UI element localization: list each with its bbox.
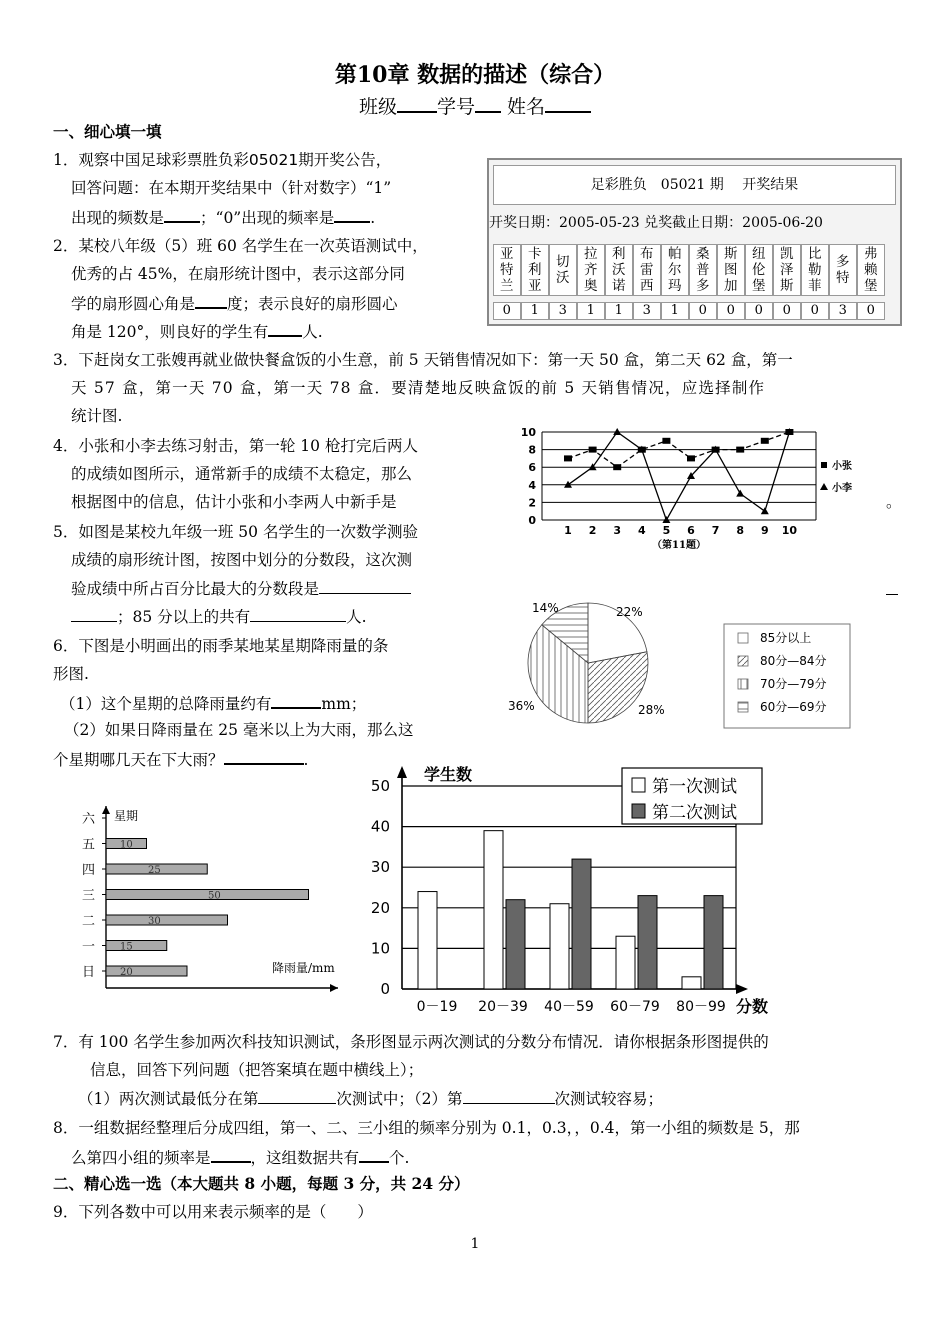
- y-axis-label: 学生数: [424, 765, 473, 784]
- q1-text-c: 出现的频数是: [71, 209, 165, 227]
- y-tick-label: 6: [528, 461, 536, 475]
- q2-text-b: 度；表示良好的扇形圆心: [227, 295, 398, 313]
- lottery-value-cell: 0: [745, 302, 773, 320]
- lottery-value-cell: 0: [801, 302, 829, 320]
- rain-bar-label: 30: [148, 916, 161, 927]
- x-tick-label: 8: [736, 524, 745, 537]
- lottery-value-cell: 0: [493, 302, 521, 320]
- lottery-value-cell: 0: [773, 302, 801, 320]
- y-tick-label: 2: [528, 496, 536, 510]
- rain-bar-label: 20: [120, 967, 133, 978]
- y-tick-label: 0: [380, 980, 390, 998]
- q8-line1: 8．一组数据经整理后分成四组，第一、二、三小组的频率分别为 0.1，0.3，，0.4，第一小组的频数是 5，那: [53, 1119, 800, 1137]
- lottery-team-cell: 拉齐奥: [577, 244, 605, 296]
- margin-dash: [886, 594, 898, 595]
- category-label: 四: [82, 863, 96, 878]
- q7-line3: [78, 1087, 663, 1110]
- q1-line2: 回答问题：在本期开奖结果中（针对数字）“1”: [71, 179, 392, 197]
- pie-slice-label: 36%: [508, 699, 535, 713]
- y-tick-label: 50: [370, 777, 390, 795]
- lottery-team-cell: 切沃: [549, 244, 577, 296]
- q5-line2: 成绩的扇形统计图，按图中划分的分数段，这次测: [71, 551, 413, 569]
- lottery-team-cell: 布雷西: [633, 244, 661, 296]
- x-tick-label: 4: [637, 524, 646, 537]
- q8-text-b: ，这组数据共有: [250, 1149, 360, 1167]
- legend-triangle-icon: [820, 483, 828, 490]
- q7-text-a: （1）两次测试最低分在第: [78, 1090, 259, 1108]
- q8-text-c: 个.: [389, 1149, 410, 1167]
- q2-text-a: 学的扇形圆心角是: [71, 295, 196, 313]
- legend-label: 第一次测试: [652, 777, 737, 797]
- x-tick-label: 80－99: [676, 999, 726, 1015]
- lottery-team-cell: 利沃诺: [605, 244, 633, 296]
- category-label: 二: [82, 914, 96, 929]
- y-tick-label: 20: [370, 898, 390, 917]
- q6-text-a: （1）这个星期的总降雨量约有: [60, 695, 272, 713]
- q6-text-d: .: [303, 751, 309, 769]
- q8-text-a: 么第四小组的频率是: [71, 1149, 211, 1167]
- x-axis-arrow-icon: [736, 984, 748, 994]
- rain-bar-label: 50: [208, 890, 221, 902]
- q7-blank-2[interactable]: [463, 1087, 555, 1104]
- data-point-square: [564, 455, 572, 461]
- rain-bar: [106, 966, 187, 976]
- y-tick-label: 40: [370, 817, 390, 836]
- score-bar-series-1: [418, 892, 437, 989]
- q5-line4: [71, 605, 367, 628]
- legend-swatch: [632, 804, 645, 818]
- q1-text-e: .: [370, 209, 376, 227]
- y-tick-label: 0: [528, 514, 536, 527]
- lottery-team-cell: 帕尔玛: [661, 244, 689, 296]
- data-point-triangle: [761, 507, 769, 514]
- legend-swatch-diagonal: [738, 656, 748, 666]
- y-tick-label: 8: [528, 443, 536, 457]
- score-bar-series-2: [704, 896, 723, 989]
- category-label: 日: [82, 965, 96, 980]
- y-tick-label: 10: [370, 939, 390, 958]
- x-tick-label: 10: [781, 524, 798, 537]
- rain-bar-label: 15: [120, 941, 133, 953]
- q1-text-a: 1．观察中国足球彩票胜负彩: [53, 151, 249, 169]
- y-tick-label: 4: [528, 478, 536, 492]
- lottery-value-cell: 3: [829, 302, 857, 320]
- rain-bar-label: 10: [120, 839, 133, 851]
- score-bar-series-1: [550, 904, 569, 989]
- q9-line: 9．下列各数中可以用来表示频率的是（ ）: [53, 1203, 373, 1221]
- q2-blank-2[interactable]: [268, 319, 302, 337]
- legend-label: 60分—69分: [760, 700, 827, 714]
- lottery-team-cell: 桑普多: [689, 244, 717, 296]
- x-tick-label: 40－59: [544, 999, 594, 1015]
- x-tick-label: 7: [711, 524, 720, 537]
- pie-slice-label: 28%: [638, 703, 665, 717]
- q3-line2: 天 57 盒，第一天 70 盒，第一天 78 盒．要清楚地反映盒饭的前 5 天销售情况，应选择制作: [71, 379, 766, 397]
- student-info-line: [0, 92, 950, 119]
- data-point-triangle: [564, 481, 572, 488]
- rainfall-bar-chart: [72, 800, 344, 1000]
- q4-line1: 4．小张和小李去练习射击，第一轮 10 枪打完后两人: [53, 437, 418, 455]
- x-axis-label: 降雨量/mm: [272, 961, 335, 975]
- legend-swatch-horizontal: [738, 702, 748, 712]
- data-point-square: [589, 447, 597, 453]
- q6-line3: [60, 691, 366, 715]
- legend-label: 80分—84分: [760, 654, 827, 668]
- q5-text-a: 验成绩中所占百分比最大的分数段是: [71, 580, 320, 598]
- q1-blank-1[interactable]: [164, 205, 200, 223]
- x-tick-label: 2: [588, 524, 597, 537]
- lottery-value-cell: 3: [633, 302, 661, 320]
- legend-swatch-vertical: [738, 679, 748, 689]
- q8-blank-1[interactable]: [211, 1145, 251, 1163]
- q4-line2: 的成绩如图所示，通常新手的成绩不太稳定，那么: [71, 465, 413, 483]
- name-blank[interactable]: [545, 95, 591, 113]
- q2-line4: [71, 319, 323, 343]
- legend-label: 第二次测试: [652, 803, 737, 823]
- legend-label: 小张: [832, 461, 852, 472]
- science-test-bar-chart: [360, 762, 800, 1022]
- q1-text-b: 期开奖公告，: [298, 151, 392, 169]
- data-point-square: [613, 464, 621, 470]
- lottery-team-cell: 多特: [829, 244, 857, 296]
- q2-text-c: 角是 120°，则良好的学生有: [71, 323, 269, 341]
- data-point-square: [736, 447, 744, 453]
- rain-bar: [106, 941, 167, 951]
- x-axis-label: 分数: [736, 997, 769, 1016]
- q5-blank-2[interactable]: [250, 605, 346, 622]
- rain-bar: [106, 915, 228, 925]
- category-label: 五: [82, 837, 96, 853]
- q6-line5: [53, 747, 308, 771]
- y-tick-label: 10: [520, 426, 536, 439]
- page-title: 第10章 数据的描述（综合）: [334, 62, 616, 88]
- score-bar-series-1: [682, 977, 701, 989]
- q1-blank-2[interactable]: [334, 205, 370, 223]
- shooting-line-chart: [516, 426, 852, 554]
- y-axis-arrow-icon: [102, 806, 110, 814]
- q2-line2: 优秀的占 45%，在扇形统计图中，表示这部分同: [71, 265, 405, 283]
- category-label: 六: [82, 812, 96, 827]
- lottery-value-cell: 0: [717, 302, 745, 320]
- score-bar-series-2: [638, 896, 657, 989]
- q2-line3: [71, 291, 398, 315]
- lottery-team-cell: 比勒菲: [801, 244, 829, 296]
- category-label: 三: [82, 888, 96, 904]
- lottery-value-cell: 0: [857, 302, 885, 320]
- q7-text-c: 次测试较容易；: [554, 1090, 664, 1108]
- q6-blank-2[interactable]: [224, 747, 304, 765]
- y-tick-label: 30: [370, 858, 390, 877]
- lottery-results-table: [487, 158, 902, 326]
- x-tick-label: 60－79: [610, 999, 660, 1015]
- x-tick-label: 20－39: [478, 999, 528, 1015]
- lottery-team-cell: 纽伦堡: [745, 244, 773, 296]
- x-tick-label: 3: [613, 524, 622, 537]
- pie-slice-label: 14%: [532, 601, 559, 615]
- q2-text-d: 人.: [302, 323, 323, 341]
- q6-blank-1[interactable]: [271, 691, 321, 709]
- q5-text-c: 人.: [346, 608, 367, 626]
- q7-blank-1[interactable]: [258, 1087, 336, 1104]
- series-line-2: [568, 432, 789, 520]
- legend-swatch-blank: [738, 633, 748, 643]
- x-tick-label: 6: [687, 524, 695, 537]
- rain-bar-label: 25: [148, 865, 161, 876]
- x-axis-arrow-icon: [330, 984, 338, 992]
- score-bar-series-1: [484, 831, 503, 989]
- lottery-team-cell: 弗赖堡: [857, 244, 885, 296]
- y-axis-arrow-icon: [397, 766, 407, 778]
- q8-blank-2[interactable]: [359, 1145, 389, 1163]
- legend-square-icon: [821, 462, 827, 468]
- lottery-value-cell: 1: [661, 302, 689, 320]
- lottery-header: 足彩胜负 05021 期 开奖结果: [493, 165, 896, 205]
- q5-line3: [71, 577, 411, 600]
- data-point-square: [761, 438, 769, 444]
- legend-label: 小李: [832, 483, 852, 494]
- score-bar-series-2: [572, 859, 591, 989]
- lottery-value-row: [493, 302, 885, 320]
- legend-label: 70分—79分: [760, 677, 827, 691]
- pie-slice-label: 22%: [616, 605, 643, 619]
- x-tick-label: 5: [662, 524, 671, 537]
- class-blank[interactable]: [397, 95, 437, 113]
- q4-tail: 。: [886, 493, 902, 511]
- x-tick-label: 1: [564, 524, 572, 537]
- id-blank[interactable]: [475, 95, 501, 113]
- x-tick-label: 0－19: [416, 999, 458, 1015]
- q1-issue-number: 05021: [248, 151, 299, 169]
- legend-swatch: [632, 778, 645, 792]
- lottery-team-cell: 亚特兰: [493, 244, 521, 296]
- q3-line3: 统计图.: [71, 407, 123, 425]
- lottery-value-cell: 1: [577, 302, 605, 320]
- section-1-heading: 一、细心填一填: [53, 122, 162, 141]
- name-label: 姓名: [507, 96, 546, 118]
- class-label: 班级: [358, 96, 397, 118]
- q6-line2: 形图.: [53, 665, 89, 683]
- lottery-team-row: [493, 244, 885, 296]
- q4-line3: 根据图中的信息，估计小张和小李两人中新手是: [71, 493, 397, 511]
- lottery-value-cell: 0: [689, 302, 717, 320]
- q8-line2: [71, 1145, 409, 1169]
- lottery-team-cell: 凯泽斯: [773, 244, 801, 296]
- data-point-triangle: [736, 490, 744, 497]
- section-2-heading: 二、精心选一选（本大题共 8 小题，每题 3 分，共 24 分）: [53, 1174, 470, 1193]
- q7-text-b: 次测试中；（2）第: [336, 1090, 463, 1108]
- q7-line2: 信息，回答下列问题（把答案填在题中横线上）；: [90, 1061, 424, 1079]
- lottery-value-cell: 1: [605, 302, 633, 320]
- q7-line1: 7．有 100 名学生参加两次科技知识测试，条形图显示两次测试的分数分布情况．请你根据条形图提供的: [53, 1033, 769, 1051]
- q1-text-d: ；“0”出现的频率是: [200, 209, 335, 227]
- q6-line1: 6．下图是小明画出的雨季某地某星期降雨量的条: [53, 637, 389, 655]
- data-point-square: [662, 438, 670, 444]
- q5-text-b: ；85 分以上的共有: [117, 608, 251, 626]
- category-label: 一: [82, 939, 96, 955]
- q3-line1: 3．下赶岗女工张嫂再就业做快餐盒饭的小生意，前 5 天销售情况如下：第一天 50 盒，第二天 62 盒，第一: [53, 351, 793, 369]
- x-tick-label: 9: [760, 524, 769, 537]
- lottery-team-cell: 卡利亚: [521, 244, 549, 296]
- q6-line4: （2）如果日降雨量在 25 毫米以上为大雨，那么这: [64, 721, 414, 739]
- lottery-value-cell: 3: [549, 302, 577, 320]
- legend-label: 85分以上: [760, 631, 812, 645]
- id-label: 学号: [436, 96, 475, 118]
- data-point-square: [687, 455, 695, 461]
- q2-line1: 2．某校八年级（5）班 60 名学生在一次英语测试中，: [53, 237, 428, 255]
- y-axis-label: 星期: [114, 809, 139, 823]
- q6-text-c: 个星期哪几天在下大雨？: [53, 751, 224, 769]
- chart-caption: （第11题）: [652, 540, 706, 551]
- score-bar-series-2: [506, 900, 525, 989]
- q5-line1: 5．如图是某校九年级一班 50 名学生的一次数学测验: [53, 523, 418, 541]
- math-score-pie-chart: [498, 598, 856, 728]
- lottery-team-cell: 斯图加: [717, 244, 745, 296]
- page-number: 1: [470, 1236, 480, 1252]
- q5-blank-1-cont[interactable]: [71, 605, 117, 622]
- lottery-dates: 开奖日期：2005-05-23 兑奖截止日期：2005-06-20: [489, 215, 823, 231]
- q1-line1: [53, 149, 391, 171]
- q2-blank-1[interactable]: [195, 291, 227, 309]
- score-bar-series-1: [616, 936, 635, 989]
- q1-line3: [71, 205, 375, 229]
- q6-text-b: mm；: [321, 695, 367, 713]
- lottery-value-cell: 1: [521, 302, 549, 320]
- q5-blank-1[interactable]: [319, 577, 411, 594]
